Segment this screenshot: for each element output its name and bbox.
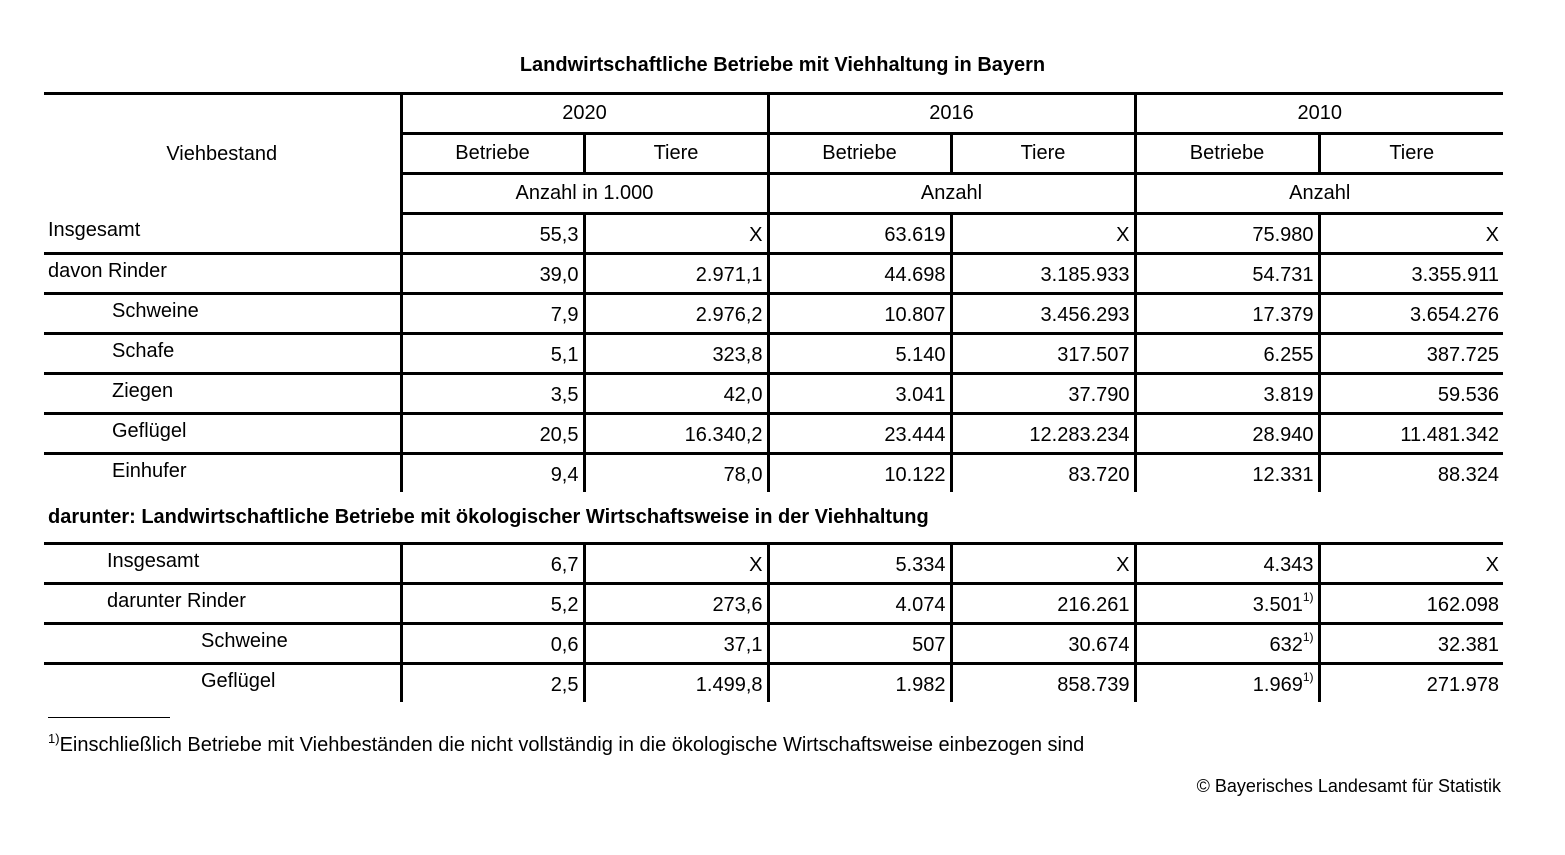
cell-value: 4.343 [1263, 554, 1314, 576]
cell-value: 55,3 [539, 224, 579, 246]
livestock-table [44, 92, 1503, 492]
cell-value: 3.501 [1252, 594, 1303, 616]
table-cell [401, 544, 584, 584]
cell-value: 11.481.342 [1400, 424, 1499, 446]
cell-value: X [1116, 224, 1130, 246]
table-cell [1135, 414, 1319, 454]
cell-value: 858.739 [1057, 674, 1130, 696]
footnote-mark: 1) [1302, 630, 1314, 644]
table-cell [951, 624, 1135, 664]
table-cell [1135, 254, 1319, 294]
table-cell [1135, 334, 1319, 374]
table-cell [1319, 254, 1503, 294]
footnote-mark: 1) [1302, 590, 1314, 604]
table-row [44, 214, 1503, 254]
cell-value: 1.969 [1252, 674, 1303, 696]
table-row [44, 664, 1503, 703]
table-row [44, 414, 1503, 454]
cell-value: 2,5 [550, 674, 579, 696]
cell-value: 4.074 [895, 594, 946, 616]
row-label: darunter Rinder [44, 584, 401, 624]
cell-value: 12.283.234 [1029, 424, 1130, 446]
table-cell [1319, 454, 1503, 493]
cell-value: 1.499,8 [695, 674, 763, 696]
cell-value: 12.331 [1252, 464, 1314, 486]
year-header-2016: 2016 [768, 94, 1135, 134]
table-cell [951, 334, 1135, 374]
cell-value: 32.381 [1437, 634, 1499, 656]
table-cell [401, 334, 584, 374]
table-cell [584, 214, 768, 254]
table-cell [584, 544, 768, 584]
table-cell [584, 374, 768, 414]
cell-value: 3.819 [1263, 384, 1314, 406]
cell-value: 6,7 [550, 554, 579, 576]
cell-value: X [749, 554, 763, 576]
cell-value: 9,4 [550, 464, 579, 486]
cell-value: X [749, 224, 763, 246]
col-header-tiere: Tiere [584, 134, 768, 174]
cell-value: 5.334 [895, 554, 946, 576]
cell-value: 23.444 [884, 424, 946, 446]
table-row [44, 334, 1503, 374]
table-cell [1319, 624, 1503, 664]
table-cell [768, 334, 951, 374]
table-row [44, 254, 1503, 294]
table-cell [1135, 214, 1319, 254]
table-cell [1135, 584, 1319, 624]
cell-value: 75.980 [1252, 224, 1314, 246]
table-cell [951, 374, 1135, 414]
cell-value: 2.976,2 [695, 304, 763, 326]
table-cell [768, 254, 951, 294]
table-cell [768, 624, 951, 664]
cell-value: 28.940 [1252, 424, 1314, 446]
table-row [44, 294, 1503, 334]
unit-header: Anzahl [1135, 174, 1503, 214]
cell-value: 216.261 [1057, 594, 1130, 616]
col-header-tiere: Tiere [1319, 134, 1503, 174]
table-cell [401, 664, 584, 703]
table-cell [768, 584, 951, 624]
cell-value: 162.098 [1426, 594, 1499, 616]
table-cell [768, 454, 951, 493]
table-cell [584, 624, 768, 664]
footnote-mark: 1) [48, 731, 60, 746]
col-header-betriebe: Betriebe [1135, 134, 1319, 174]
table-title: Landwirtschaftliche Betriebe mit Viehhaltung in Bayern [519, 54, 1046, 76]
row-label: Insgesamt [44, 544, 401, 584]
cell-value: X [1485, 554, 1499, 576]
row-label: davon Rinder [44, 254, 401, 294]
cell-value: 37,1 [723, 634, 763, 656]
table-cell [1319, 584, 1503, 624]
footnote-divider [48, 717, 170, 718]
organic-livestock-table [44, 542, 1503, 702]
row-label: Geflügel [44, 664, 401, 703]
table-cell [1319, 414, 1503, 454]
col-header-betriebe: Betriebe [768, 134, 951, 174]
table-cell [401, 624, 584, 664]
table-cell [951, 584, 1135, 624]
cell-value: 10.122 [884, 464, 946, 486]
row-label: Einhufer [44, 454, 401, 493]
cell-value: 317.507 [1057, 344, 1130, 366]
cell-value: 2.971,1 [695, 264, 763, 286]
cell-value: 37.790 [1068, 384, 1130, 406]
year-header-2020: 2020 [401, 94, 768, 134]
table-cell [401, 414, 584, 454]
table-cell [584, 294, 768, 334]
cell-value: 39,0 [539, 264, 579, 286]
cell-value: 54.731 [1252, 264, 1314, 286]
year-header-2010: 2010 [1135, 94, 1503, 134]
row-label: Geflügel [44, 414, 401, 454]
table-row [44, 454, 1503, 493]
cell-value: 3.355.911 [1411, 264, 1499, 286]
table-cell [768, 374, 951, 414]
cell-value: 20,5 [539, 424, 579, 446]
table-row [44, 624, 1503, 664]
cell-value: 1.982 [895, 674, 946, 696]
table-cell [1319, 544, 1503, 584]
table-cell [768, 414, 951, 454]
cell-value: 63.619 [884, 224, 946, 246]
table-cell [401, 374, 584, 414]
col-header-betriebe: Betriebe [401, 134, 584, 174]
col-header-tiere: Tiere [951, 134, 1135, 174]
table-cell [584, 334, 768, 374]
cell-value: 387.725 [1426, 344, 1499, 366]
table-cell [401, 214, 584, 254]
cell-value: 3,5 [550, 384, 579, 406]
cell-value: 0,6 [550, 634, 579, 656]
table-cell [584, 454, 768, 493]
footnote-text: Einschließlich Betriebe mit Viehbeständen die nicht vollständig in die ökologische Wirtschaftsweise einbezogen sind [59, 734, 1085, 756]
cell-value: 44.698 [884, 264, 946, 286]
section-subtitle: darunter: Landwirtschaftliche Betriebe mit ökologischer Wirtschaftsweise in der Viehhaltung [48, 506, 929, 528]
table-cell [951, 664, 1135, 703]
cell-value: 83.720 [1068, 464, 1130, 486]
table-cell [401, 294, 584, 334]
cell-value: 7,9 [550, 304, 579, 326]
table-cell [768, 294, 951, 334]
row-label: Schweine [44, 294, 401, 334]
footnote [48, 731, 1085, 757]
table-cell [584, 584, 768, 624]
table-cell [768, 544, 951, 584]
cell-value: 507 [912, 634, 946, 656]
table-cell [1135, 454, 1319, 493]
table-cell [768, 664, 951, 703]
cell-value: 16.340,2 [684, 424, 763, 446]
cell-value: 632 [1269, 634, 1303, 656]
table-cell [401, 454, 584, 493]
cell-value: 10.807 [884, 304, 946, 326]
cell-value: 78,0 [723, 464, 763, 486]
cell-value: 273,6 [712, 594, 763, 616]
copyright: © Bayerisches Landesamt für Statistik [1196, 776, 1501, 796]
table-cell [1135, 294, 1319, 334]
stub-header: Viehbestand [44, 94, 401, 214]
table-cell [951, 294, 1135, 334]
table-cell [1319, 664, 1503, 703]
table-cell [951, 414, 1135, 454]
cell-value: 88.324 [1437, 464, 1499, 486]
row-label: Ziegen [44, 374, 401, 414]
footnote-mark: 1) [1302, 670, 1314, 684]
table-cell [1135, 544, 1319, 584]
table-cell [951, 254, 1135, 294]
cell-value: 5,2 [550, 594, 579, 616]
table-cell [951, 454, 1135, 493]
cell-value: 3.456.293 [1040, 304, 1130, 326]
table-cell [951, 544, 1135, 584]
row-label: Schweine [44, 624, 401, 664]
cell-value: 323,8 [712, 344, 763, 366]
table-cell [951, 214, 1135, 254]
row-label: Insgesamt [44, 214, 401, 254]
cell-value: 271.978 [1426, 674, 1499, 696]
table-cell [1135, 624, 1319, 664]
unit-header: Anzahl in 1.000 [401, 174, 768, 214]
table-cell [584, 254, 768, 294]
cell-value: 5,1 [550, 344, 579, 366]
table-cell [768, 214, 951, 254]
cell-value: 5.140 [895, 344, 946, 366]
table-cell [1319, 374, 1503, 414]
table-row [44, 544, 1503, 584]
cell-value: 30.674 [1068, 634, 1130, 656]
cell-value: 42,0 [723, 384, 763, 406]
table-row [44, 584, 1503, 624]
row-label: Schafe [44, 334, 401, 374]
cell-value: X [1116, 554, 1130, 576]
table-cell [1135, 374, 1319, 414]
cell-value: X [1485, 224, 1499, 246]
table-cell [1319, 334, 1503, 374]
cell-value: 17.379 [1252, 304, 1314, 326]
table-row [44, 374, 1503, 414]
table-cell [401, 254, 584, 294]
table-cell [1319, 294, 1503, 334]
unit-header: Anzahl [768, 174, 1135, 214]
cell-value: 59.536 [1437, 384, 1499, 406]
cell-value: 6.255 [1263, 344, 1314, 366]
table-cell [1319, 214, 1503, 254]
table-cell [401, 584, 584, 624]
cell-value: 3.185.933 [1040, 264, 1130, 286]
table-cell [584, 414, 768, 454]
cell-value: 3.654.276 [1410, 304, 1499, 326]
cell-value: 3.041 [895, 384, 946, 406]
table-cell [584, 664, 768, 703]
table-cell [1135, 664, 1319, 703]
